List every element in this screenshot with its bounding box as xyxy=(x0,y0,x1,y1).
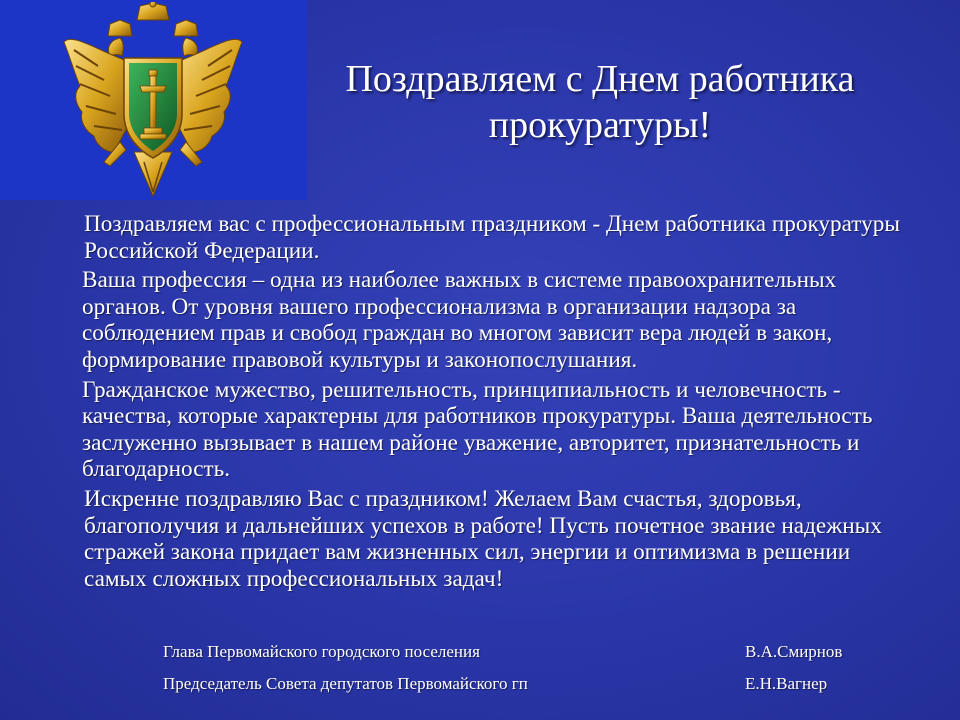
paragraph-1: Поздравляем вас с профессиональным праздником - Днем работника прокуратуры Российской Федерации. xyxy=(84,211,900,264)
prosecutor-office-emblem-icon xyxy=(60,2,246,198)
signature-role: Председатель Совета депутатов Первомайского гп xyxy=(163,674,528,693)
paragraph-4: Искренне поздравляю Вас с праздником! Желаем Вам счастья, здоровья, благополучия и дальнейших успехов в работе! Пусть почетное звание надежных стражей закона придает вам жизненных сил, энергии и оптимизма в решении самых сложных профессиональных задач! xyxy=(84,485,882,592)
paragraph-3: Гражданское мужество, решительность, принципиальность и человечность - качества, которые характерны для работников прокуратуры. Ваша деятельность заслуженно вызывает в нашем районе уважение, авторитет, признательность и благодарность. xyxy=(82,376,873,483)
signature-name: Е.Н.Вагнер xyxy=(745,674,828,693)
signature-role: Глава Первомайского городского поселения xyxy=(163,642,480,661)
signature-row xyxy=(163,641,883,663)
signature-name: В.А.Смирнов xyxy=(745,642,843,661)
greeting-text xyxy=(82,211,912,595)
signature-row xyxy=(163,673,883,695)
title-line-1: Поздравляем с Днем работника xyxy=(345,58,855,100)
page-title xyxy=(300,56,900,148)
title-line-2: прокуратуры! xyxy=(488,104,712,146)
paragraph-2: Ваша профессия – одна из наиболее важных в системе правоохранительных органов. От уровня вашего профессионализма в организации надзора за соблюдением прав и свобод граждан во многом зависит вера людей в закон, формирование правовой культуры и законопослушания. xyxy=(82,267,837,373)
emblem-panel xyxy=(0,0,307,200)
